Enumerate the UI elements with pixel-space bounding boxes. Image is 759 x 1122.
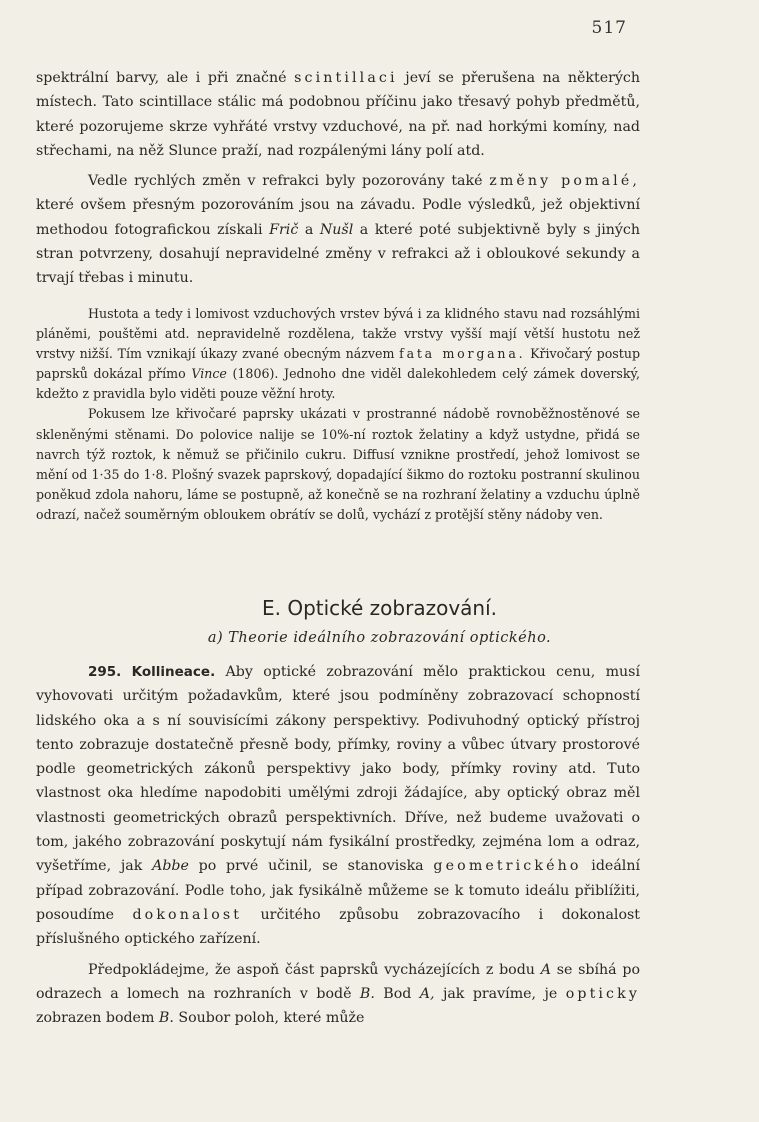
page-number: 517: [591, 18, 627, 38]
section-title: E. Optické zobrazování.: [261, 596, 498, 620]
top-text-block: [36, 66, 640, 291]
paragraph-scintillation: spektrální barvy, ale i při značné scintillaci jeví se přerušena na některých místech. Tato scintillace stálic má podobnou příčinu jako třesavý pohyb předmětů, které pozorujeme skrze vyhřáté vrstvy vzduchové, na př. nad horkými komíny, nad střechami, na něž Slunce praží, nad rozpálenými lány polí atd.: [36, 70, 640, 159]
section-subtitle: a) Theorie ideálního zobrazování optického.: [207, 630, 552, 646]
section-term: Kollineace.: [131, 664, 216, 680]
paragraph-experiment: Pokusem lze křivočaré paprsky ukázati v prostranné nádobě rovnoběžnostěnové se skleněnými stěnami. Do polovice nalije se 10%-ní roztok želatiny a když ustydne, přidá se navrch týž roztok, k němuž se přičinilo cukru. Diffusí vznikne prostředí, jehož lomivost se mění od 1·35 do 1·8. Plošný svazek paprskový, dopadající šikmo do roztoku postranní skulinou poněkud zdola nahoru, láme se postupně, až konečně se na rozhraní želatiny a vzduchu úplně odrazí, načež souměrným obloukem obrátív se dolů, vychází z protější stěny nádoby ven.: [36, 406, 640, 522]
paragraph-assumption: Předpokládejme, že aspoň část paprsků vycházejících z bodu A se sbíhá po odrazech a lomech na rozhraních v bodě B. Bod A, jak pravíme, je opticky zobrazen bodem B. Soubor poloh, které může: [36, 961, 640, 1027]
small-text-block: [36, 304, 640, 525]
section-number: 295.: [88, 664, 122, 680]
paragraph-kollineace: 295. Kollineace. Aby optické zobrazování mělo praktickou cenu, musí vyhovovati určitým požadavkům, které jsou podmíněny zobrazovací schopností lidského oka a s ní souvisícími zákony perspektivy. Podivuhodný optický přístroj tento zobrazuje dostatečně přesně body, přímky, roviny a vůbec útvary prostorové podle geometrických zákonů perspektivy jako body, přímky roviny atd. Tuto vlastnost oka hledíme napodobiti umělými zdroji žádajíce, aby optický obraz měl vlastnosti geometrických obrazů perspektivních. Dříve, než budeme uvažovati o tom, jakého zobrazování poskytují nám fysikální prostředky, zejména lom a odraz, vyšetříme, jak Abbe po prvé učinil, se stanoviska geometrického ideální případ zobrazování. Podle toho, jak fysikálně můžeme se k tomuto ideálu přiblížiti, posoudíme dokonalost určitého způsobu zobrazovacího i dokonalost příslušného optického zařízení.: [36, 664, 641, 948]
bottom-text-block: [36, 660, 640, 1030]
paragraph-fata-morgana: Hustota a tedy i lomivost vzduchových vrstev bývá i za klidného stavu nad rozsáhlými pláněmi, pouštěmi atd. nepravidelně rozdělena, takže vrstvy vyšší mají větší hustotu než vrstvy nižší. Tím vznikají úkazy zvané obecným názvem fata morgana. Křivočarý postup paprsků dokázal přímo Vince (1806). Jednoho dne viděl dalekohledem celý zámek doverský, kdežto z pravidla bylo viděti pouze věžní hroty.: [36, 306, 641, 402]
paragraph-slow-changes: Vedle rychlých změn v refrakci byly pozorovány také změny pomalé, které ovšem přesným pozorováním jsou na závadu. Podle výsledků, jež objektivní methodou fotografickou získali Frič a Nušl a které poté subjektivně byly s jiných stran potvrzeny, dosahují nepravidelné změny v refrakci až i obloukové sekundy a trvají třebas i minutu.: [36, 173, 641, 287]
